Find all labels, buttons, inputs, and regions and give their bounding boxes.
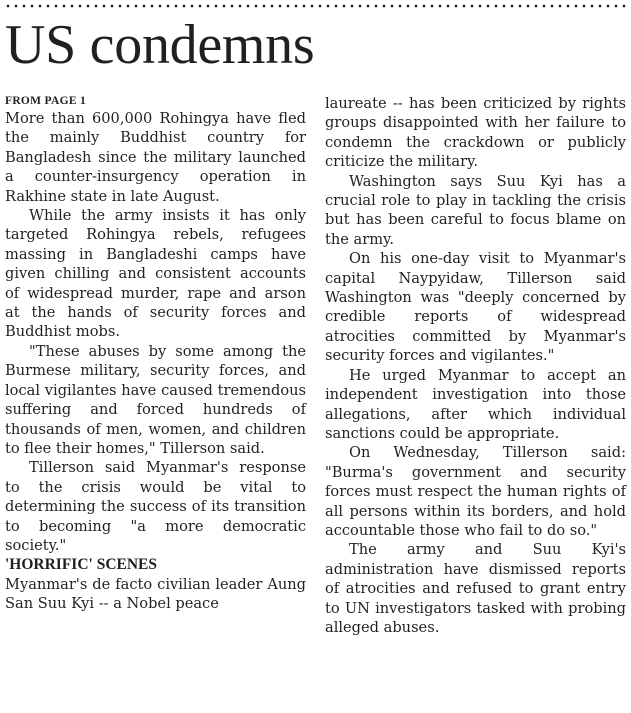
headline: US condemns: [5, 14, 315, 76]
paragraph: On Wednesday, Tillerson said: "Burma's government and security forces must respect the human rights of all persons within its borders, and hold accountable those who fail to do so.": [325, 444, 626, 539]
paragraph: Myanmar's de facto civilian leader Aung San Suu Kyi -- a Nobel peace: [5, 575, 306, 613]
paragraph: More than 600,000 Rohingya have fled the mainly Buddhist country for Bangladesh since the military launched a counter-insurgency operation in Rakhine state in late August.: [5, 110, 306, 205]
kicker: FROM PAGE 1: [5, 95, 87, 107]
paragraph: The army and Suu Kyi's administration have dismissed reports of atrocities and refused to grant entry to UN investigators tasked with probing alleged abuses.: [325, 541, 626, 636]
right-column: [325, 94, 626, 637]
paragraph: "These abuses by some among the Burmese military, security forces, and local vigilantes have caused tremendous suffering and forced hundreds of thousands of men, women, and children to flee their homes," Tillerson said.: [5, 342, 306, 457]
paragraph: Washington says Suu Kyi has a crucial role to play in tackling the crisis but has been careful to focus blame on the army.: [325, 172, 626, 248]
paragraph: laureate -- has been criticized by rights groups disappointed with her failure to condemn the crackdown or publicly criticize the military.: [325, 95, 626, 171]
paragraph: Tillerson said Myanmar's response to the crisis would be vital to determining the success of its transition to becoming "a more democratic society.": [5, 459, 306, 554]
paragraph: He urged Myanmar to accept an independent investigation into those allegations, after which individual sanctions could be appropriate.: [325, 366, 626, 442]
paragraph: On his one-day visit to Myanmar's capital Naypyidaw, Tillerson said Washington was "deeply concerned by credible reports of widespread atrocities committed by Myanmar's security forces and vigilantes.": [325, 250, 626, 365]
dotted-rule: [4, 3, 627, 9]
paragraph: While the army insists it has only targeted Rohingya rebels, refugees massing in Bangladeshi camps have given chilling and consistent accounts of widespread murder, rape and arson at the hands of security forces and Buddhist mobs.: [5, 207, 306, 341]
subheading: 'HORRIFIC' SCENES: [5, 556, 158, 574]
left-column: [5, 94, 306, 614]
